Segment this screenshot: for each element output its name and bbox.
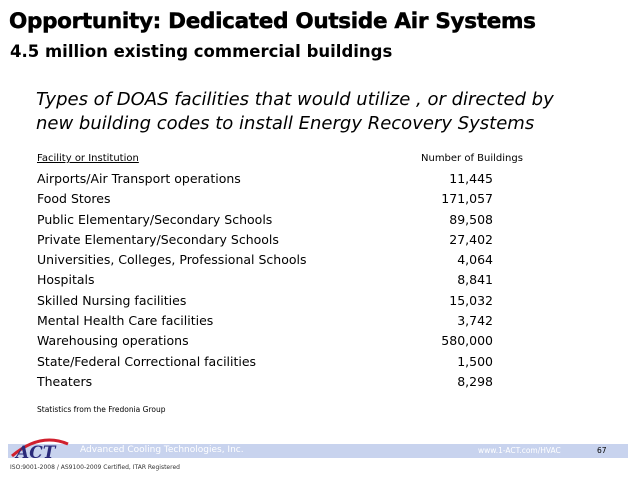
facility-name: Universities, Colleges, Professional Schools [37,252,307,268]
intro-text [36,88,616,136]
facility-name: Mental Health Care facilities [37,313,214,329]
footer-url[interactable]: www.1-ACT.com/HVAC [478,446,561,455]
table-row [37,291,507,311]
facility-name: Food Stores [37,191,111,207]
building-count: 15,032 [449,292,493,308]
table-row [37,230,507,250]
table-row [37,372,507,392]
building-count: 89,508 [449,211,493,227]
building-count: 4,064 [457,252,493,268]
certification-note: ISO:9001-2008 / AS9100-2009 Certified, ITAR Registered [10,464,180,471]
table-row [37,352,507,372]
slide-subtitle: 4.5 million existing commercial buildings [10,42,393,61]
company-name: Advanced Cooling Technologies, Inc. [80,445,244,455]
facility-name: Skilled Nursing facilities [37,292,187,308]
facility-table [37,169,507,392]
table-row [37,270,507,290]
facility-name: Theaters [37,373,93,389]
act-logo [10,436,70,462]
table-row [37,250,507,270]
table-row [37,311,507,331]
building-count: 27,402 [449,231,493,247]
table-row [37,210,507,230]
building-count: 8,841 [457,272,493,288]
building-count: 8,298 [457,373,493,389]
facility-column-header: Facility or Institution [37,153,139,164]
intro-line: Types of DOAS facilities that would utilize , or directed by [36,89,554,110]
building-count: 11,445 [449,171,493,186]
building-count: 171,057 [441,191,493,207]
facility-name: Warehousing operations [37,333,189,349]
building-count: 580,000 [441,333,493,349]
building-count: 3,742 [457,313,493,329]
facility-name: Hospitals [37,272,95,288]
logo-text: ACT [16,443,56,462]
source-note: Statistics from the Fredonia Group [37,405,166,414]
count-column-header: Number of Buildings [421,153,523,164]
table-row [37,331,507,351]
facility-name: State/Federal Correctional facilities [37,353,257,369]
table-row [37,189,507,209]
building-count: 1,500 [457,353,493,369]
table-row [37,169,507,189]
facility-name: Airports/Air Transport operations [37,171,241,186]
page-number: 67 [597,446,607,455]
facility-name: Private Elementary/Secondary Schools [37,231,279,247]
intro-line: new building codes to install Energy Recovery Systems [36,113,535,134]
slide-title: Opportunity: Dedicated Outside Air Systems [9,9,536,34]
facility-name: Public Elementary/Secondary Schools [37,211,273,227]
